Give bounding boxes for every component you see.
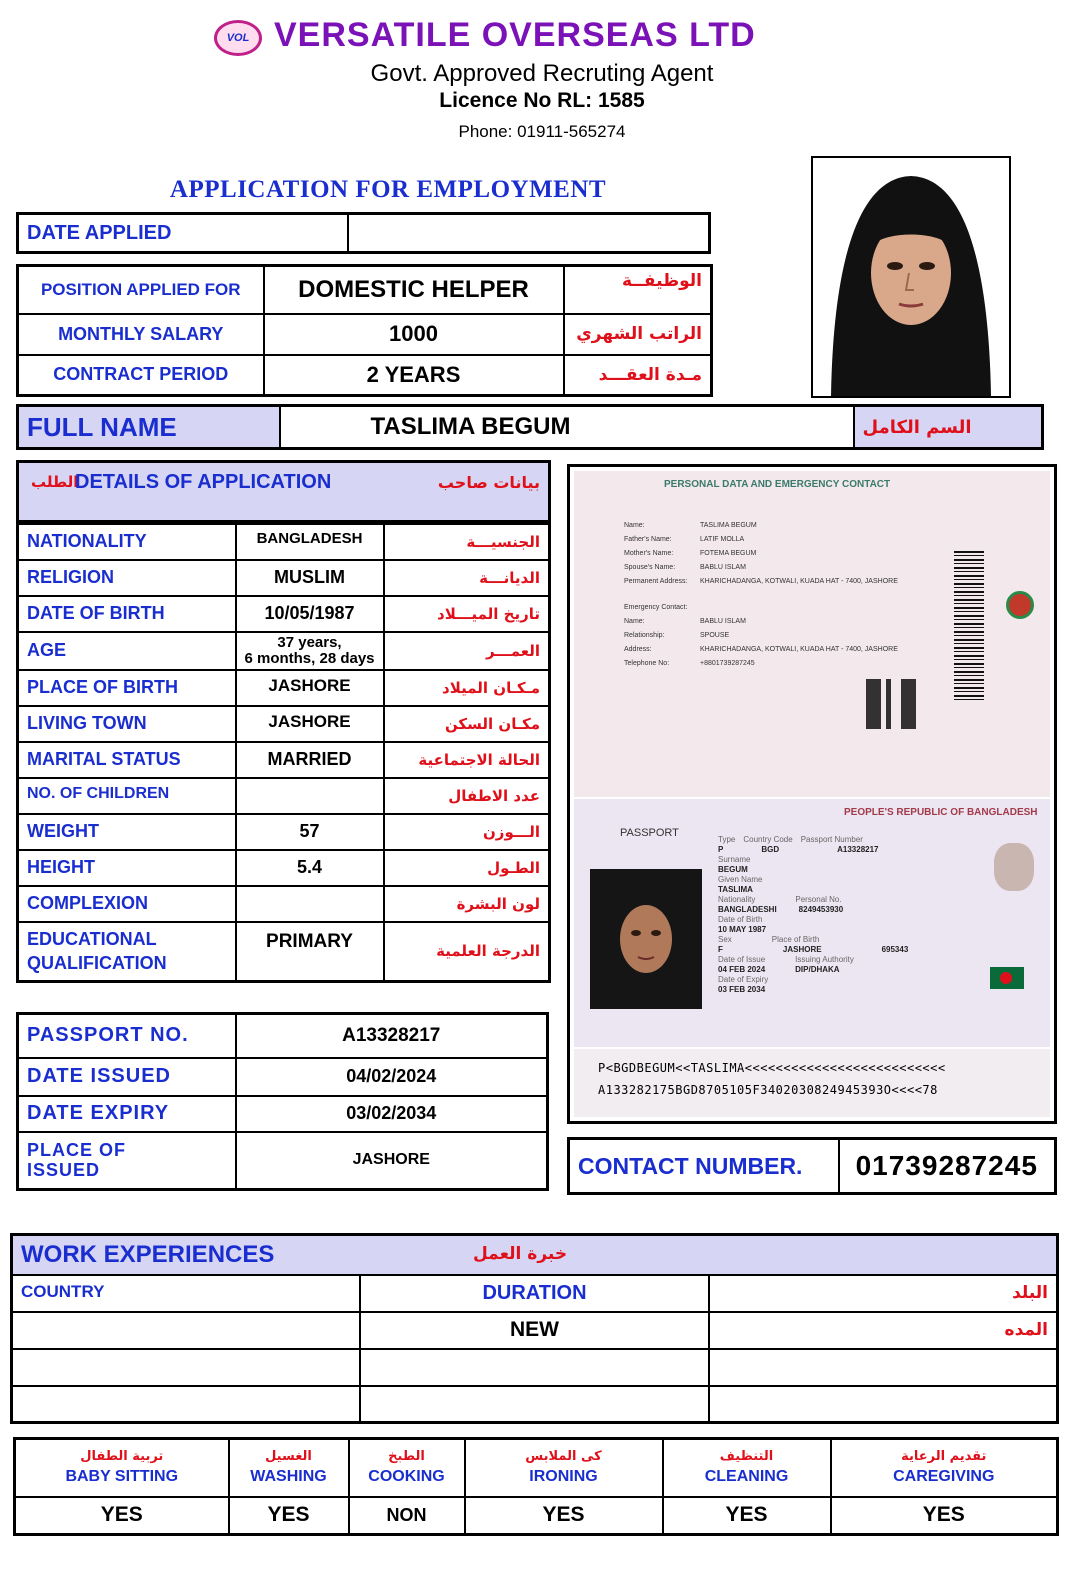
salary-arabic: الراتب الشهري bbox=[564, 314, 712, 355]
qr-code-icon bbox=[866, 679, 916, 729]
duration-arabic-header: المده bbox=[709, 1312, 1058, 1349]
company-name: VERSATILE OVERSEAS LTD bbox=[274, 16, 756, 54]
place-issued-value: JASHORE bbox=[236, 1132, 548, 1190]
detail-row bbox=[18, 632, 550, 670]
height-label: HEIGHT bbox=[18, 850, 236, 886]
nationality-value: BANGLADESH bbox=[236, 524, 384, 560]
detail-row bbox=[18, 814, 550, 850]
religion-value: MUSLIM bbox=[236, 560, 384, 596]
passport-no-value: A13328217 bbox=[236, 1014, 548, 1058]
skill-cleaning: التنظيف CLEANING bbox=[663, 1439, 831, 1497]
full-name-label: FULL NAME bbox=[18, 406, 280, 449]
passport-no-label: PASSPORT NO. bbox=[18, 1014, 236, 1058]
education-arabic: الدرجة العلمية bbox=[384, 922, 550, 982]
work-row-country bbox=[12, 1312, 361, 1349]
living-town-label: LIVING TOWN bbox=[18, 706, 236, 742]
bangladesh-seal-icon bbox=[1006, 591, 1034, 619]
weight-label: WEIGHT bbox=[18, 814, 236, 850]
passport-word: PASSPORT bbox=[620, 827, 679, 839]
skill-caregiving-value: YES bbox=[831, 1497, 1058, 1535]
age-arabic: العمـــر bbox=[384, 632, 550, 670]
detail-row bbox=[18, 524, 550, 560]
applicant-photo-image bbox=[813, 158, 1009, 396]
passport-photo bbox=[590, 869, 702, 1009]
pob-value: JASHORE bbox=[236, 670, 384, 706]
age-label: AGE bbox=[18, 632, 236, 670]
complexion-arabic: لون البشرة bbox=[384, 886, 550, 922]
salary-label: MONTHLY SALARY bbox=[18, 314, 264, 355]
company-subtitle: Govt. Approved Recruting Agent bbox=[370, 60, 714, 87]
age-value: 37 years, 6 months, 28 days bbox=[236, 632, 384, 670]
living-town-arabic: مكـان السكن bbox=[384, 706, 550, 742]
detail-row bbox=[18, 778, 550, 814]
country-header: COUNTRY bbox=[12, 1275, 361, 1312]
details-header-arabic-right: بيانات صاحب bbox=[437, 473, 540, 492]
complexion-value bbox=[236, 886, 384, 922]
children-arabic: عدد الاطفال bbox=[384, 778, 550, 814]
detail-row bbox=[18, 886, 550, 922]
skills-table bbox=[13, 1437, 1059, 1536]
skill-ironing: كى الملابس IRONING bbox=[465, 1439, 663, 1497]
work-row-country bbox=[12, 1349, 361, 1386]
date-expiry-label: DATE EXPIRY bbox=[18, 1096, 236, 1132]
full-name-value: TASLIMA BEGUM bbox=[280, 406, 854, 449]
marital-value: MARRIED bbox=[236, 742, 384, 778]
dob-arabic: تاريخ الميـــلاد bbox=[384, 596, 550, 632]
detail-row bbox=[18, 922, 550, 982]
pob-arabic: مـكـان الميلاد bbox=[384, 670, 550, 706]
skill-caregiving: تقديم الرعاية CAREGIVING bbox=[831, 1439, 1058, 1497]
pob-label: PLACE OF BIRTH bbox=[18, 670, 236, 706]
detail-row bbox=[18, 596, 550, 632]
mrz-line-1: P<BGDBEGUM<<TASLIMA<<<<<<<<<<<<<<<<<<<<<<<<<< bbox=[598, 1061, 946, 1075]
nationality-arabic: الجنسيـــة bbox=[384, 524, 550, 560]
date-issued-label: DATE ISSUED bbox=[18, 1058, 236, 1096]
date-applied-label: DATE APPLIED bbox=[18, 214, 348, 253]
weight-value: 57 bbox=[236, 814, 384, 850]
logo-text: VOL bbox=[226, 32, 250, 44]
living-town-value: JASHORE bbox=[236, 706, 384, 742]
licence-number: Licence No RL: 1585 bbox=[439, 89, 645, 112]
full-name-arabic: السم الكامل bbox=[854, 406, 1043, 449]
salary-value: 1000 bbox=[264, 314, 564, 355]
skill-cooking-value: NON bbox=[349, 1497, 465, 1535]
detail-row bbox=[18, 560, 550, 596]
details-table bbox=[16, 522, 551, 983]
position-arabic: الوظيفــة bbox=[564, 266, 712, 314]
position-value: DOMESTIC HELPER bbox=[264, 266, 564, 314]
marital-label: MARITAL STATUS bbox=[18, 742, 236, 778]
contact-value: 01739287245 bbox=[839, 1139, 1056, 1194]
barcode-icon bbox=[954, 551, 984, 701]
work-header bbox=[12, 1235, 1058, 1275]
detail-row bbox=[18, 850, 550, 886]
skill-washing: الغسيل WASHING bbox=[229, 1439, 349, 1497]
work-experience-table bbox=[10, 1233, 1059, 1424]
children-value bbox=[236, 778, 384, 814]
religion-arabic: الديانـــة bbox=[384, 560, 550, 596]
dob-label: DATE OF BIRTH bbox=[18, 596, 236, 632]
details-header-title: DETAILS OF APPLICATION bbox=[75, 471, 332, 493]
passport-top-heading: PERSONAL DATA AND EMERGENCY CONTACT bbox=[664, 479, 891, 490]
date-issued-value: 04/02/2024 bbox=[236, 1058, 548, 1096]
height-value: 5.4 bbox=[236, 850, 384, 886]
skill-washing-value: YES bbox=[229, 1497, 349, 1535]
contract-value: 2 YEARS bbox=[264, 355, 564, 396]
skill-baby-sitting: تربية الطفال BABY SITTING bbox=[15, 1439, 229, 1497]
passport-bottom-heading: PEOPLE'S REPUBLIC OF BANGLADESH bbox=[844, 807, 1038, 818]
detail-row bbox=[18, 670, 550, 706]
education-value: PRIMARY bbox=[236, 922, 384, 982]
passport-photo-image bbox=[590, 869, 702, 1009]
full-name-table bbox=[16, 404, 1044, 450]
passport-mrz-fields: Type Country Code Passport Number P BGD A13328217 Surname BEGUM Given Name TASLIMA Nationality Personal No. BANGLADESHI 8249453930 Date of Birth 10 MAY 1987 Sex Place of Birth F JASHORE 695343 Date of Issue Issuing Authority 04 FEB 2024 DIP/DHAKA Date of Expiry 03 FEB 2034 bbox=[718, 835, 909, 994]
date-applied-value bbox=[348, 214, 710, 253]
place-issued-label: PLACE OF ISSUED bbox=[18, 1132, 236, 1190]
work-row-country bbox=[12, 1386, 361, 1423]
work-row-duration bbox=[360, 1386, 709, 1423]
phone-number: Phone: 01911-565274 bbox=[458, 122, 626, 141]
work-row bbox=[12, 1349, 1058, 1386]
detail-row bbox=[18, 706, 550, 742]
contact-table bbox=[567, 1137, 1057, 1195]
nationality-label: NATIONALITY bbox=[18, 524, 236, 560]
skill-baby-sitting-value: YES bbox=[15, 1497, 229, 1535]
detail-row bbox=[18, 742, 550, 778]
work-title: WORK EXPERIENCES bbox=[21, 1240, 275, 1268]
passport-mrz bbox=[574, 1049, 1050, 1117]
mrz-line-2: A133282175BGD8705105F3402030824945393O<<<<78 bbox=[598, 1083, 938, 1097]
bangladesh-flag-icon bbox=[990, 967, 1024, 989]
form-title: APPLICATION FOR EMPLOYMENT bbox=[169, 176, 607, 203]
complexion-label: COMPLEXION bbox=[18, 886, 236, 922]
height-arabic: الطـول bbox=[384, 850, 550, 886]
passport-data-page bbox=[574, 471, 1050, 797]
religion-label: RELIGION bbox=[18, 560, 236, 596]
work-row-duration bbox=[360, 1349, 709, 1386]
marital-arabic: الحالة الاجتماعية bbox=[384, 742, 550, 778]
country-arabic-header: البلد bbox=[709, 1275, 1058, 1312]
work-row-extra bbox=[709, 1349, 1058, 1386]
passport-personal-data: Name: TASLIMA BEGUM Father's Name: LATIF MOLLA Mother's Name: FOTEMA BEGUM Spouse's Name: BABLU ISLAM Permanent Address: KHARICHADANGA, KOTWALI, KUADA HAT - 7400, JASHORE Emergency Contact: Name: BABLU ISLAM Relationship: SPOUSE Address: KHARICHADANGA, KOTWALI, KUADA HAT - 7400, JASHORE Telephone No: +8801739287245 bbox=[624, 522, 898, 667]
weight-arabic: الـــوزن bbox=[384, 814, 550, 850]
skill-cooking: الطبخ COOKING bbox=[349, 1439, 465, 1497]
company-logo bbox=[214, 20, 262, 56]
work-row-extra bbox=[709, 1386, 1058, 1423]
education-label: EDUCATIONAL QUALIFICATION bbox=[18, 922, 236, 982]
contact-label: CONTACT NUMBER. bbox=[569, 1139, 839, 1194]
skill-ironing-value: YES bbox=[465, 1497, 663, 1535]
work-row-duration: NEW bbox=[360, 1312, 709, 1349]
work-row bbox=[12, 1386, 1058, 1423]
passport-table bbox=[16, 1012, 549, 1191]
duration-header: DURATION bbox=[360, 1275, 709, 1312]
contract-label: CONTRACT PERIOD bbox=[18, 355, 264, 396]
children-label: NO. OF CHILDREN bbox=[18, 778, 236, 814]
applicant-photo bbox=[811, 156, 1011, 398]
date-expiry-value: 03/02/2034 bbox=[236, 1096, 548, 1132]
contract-arabic: مـدة العقـــد bbox=[564, 355, 712, 396]
position-label: POSITION APPLIED FOR bbox=[18, 266, 264, 314]
details-header-arabic-left: الطلب bbox=[31, 473, 79, 491]
passport-small-photo bbox=[994, 843, 1034, 891]
details-header bbox=[16, 460, 551, 523]
work-title-arabic: خبرة العمل bbox=[473, 1244, 568, 1264]
skill-cleaning-value: YES bbox=[663, 1497, 831, 1535]
passport-photo-page bbox=[574, 799, 1050, 1047]
position-table bbox=[16, 264, 713, 397]
passport-scan bbox=[567, 464, 1057, 1124]
date-applied-table bbox=[16, 212, 711, 254]
dob-value: 10/05/1987 bbox=[236, 596, 384, 632]
work-row bbox=[12, 1312, 1058, 1349]
